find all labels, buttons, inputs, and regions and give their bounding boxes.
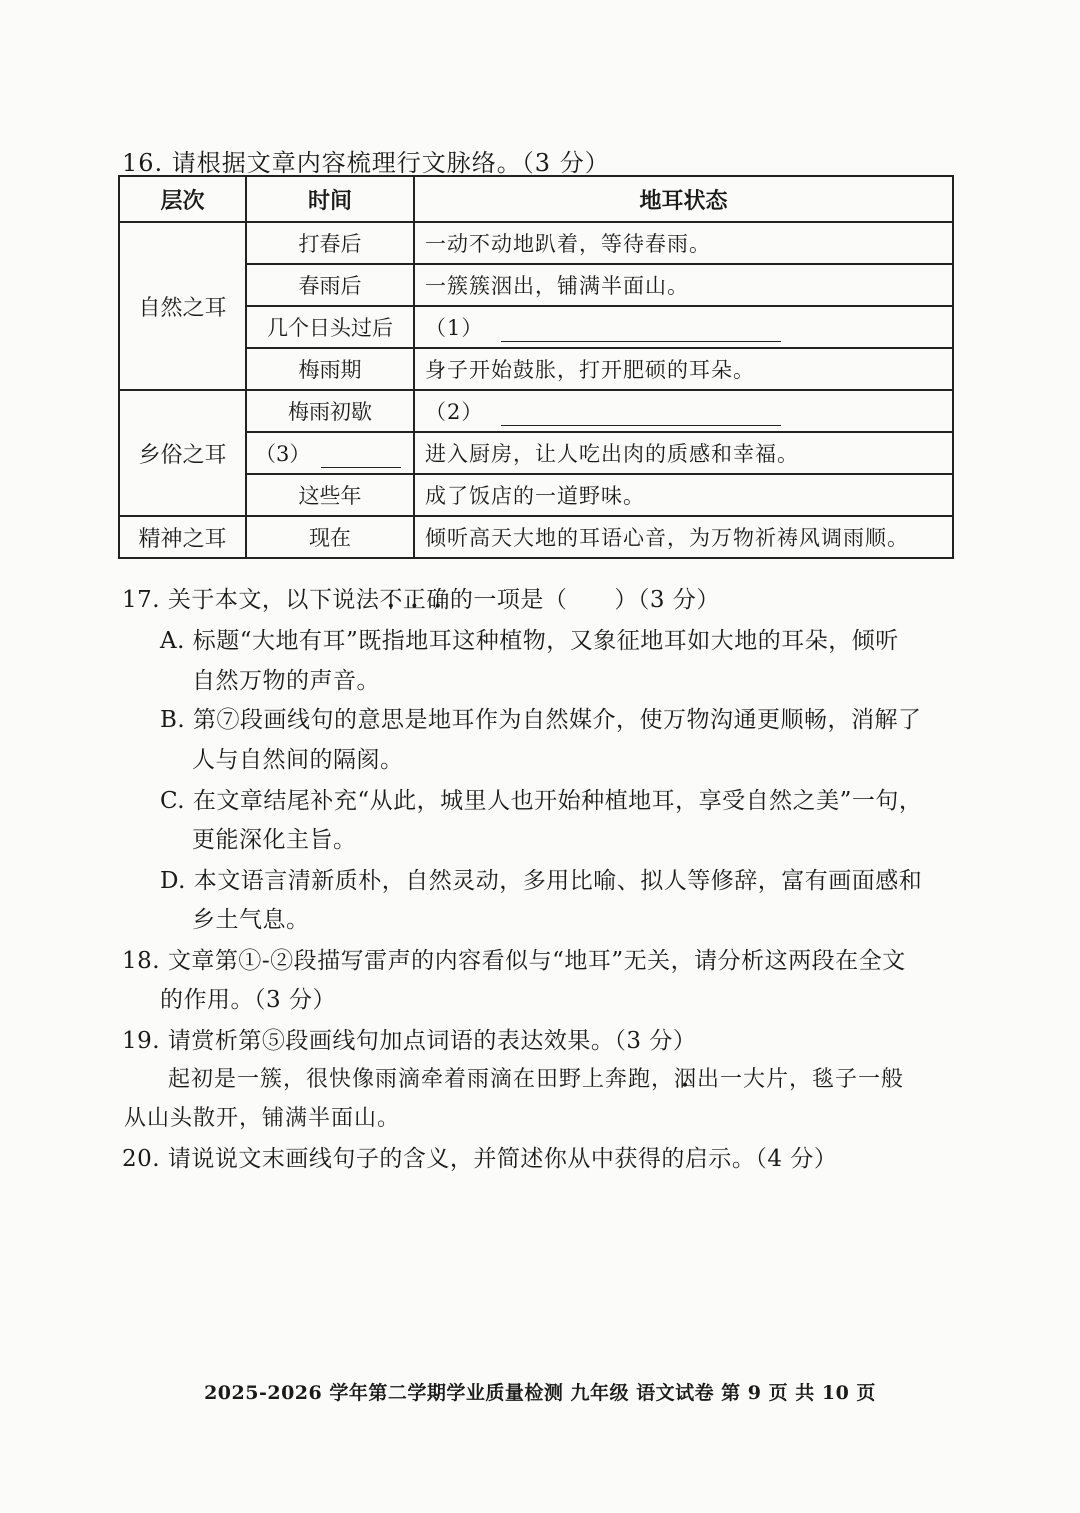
- header-layer: 层次: [119, 176, 246, 222]
- time-cell: 这些年: [246, 474, 414, 516]
- state-cell-blank-1[interactable]: [414, 306, 953, 348]
- option-b-line2: 人与自然间的隔阂。: [192, 747, 404, 773]
- blank-2-label: （2）: [425, 400, 484, 424]
- state-cell: 一簇簇洇出，铺满半面山。: [414, 264, 953, 306]
- blank-3-label: （3）: [255, 442, 311, 466]
- layer-folk: 乡俗之耳: [119, 390, 246, 516]
- blank-1-label: （1）: [425, 316, 484, 340]
- state-cell-blank-2[interactable]: [414, 390, 953, 432]
- question-20-stem: 20. 请说说文末画线句子的含义，并简述你从中获得的启示。（4 分）: [122, 1146, 838, 1172]
- question-19-stem: 19. 请赏析第⑤段画线句加点词语的表达效果。（3 分）: [122, 1028, 697, 1054]
- header-state: 地耳状态: [414, 176, 953, 222]
- option-c-line2: 更能深化主旨。: [192, 827, 357, 853]
- table-row: [119, 222, 953, 264]
- option-d-line2: 乡土气息。: [192, 907, 310, 933]
- state-cell: 一动不动地趴着，等待春雨。: [414, 222, 953, 264]
- state-cell: 身子开始鼓胀，打开肥硕的耳朵。: [414, 348, 953, 390]
- option-a-line2: 自然万物的声音。: [192, 668, 380, 694]
- answer-line-1[interactable]: [501, 321, 781, 342]
- q17-stem-part: 的一项是（ ）（3 分）: [449, 587, 720, 613]
- question-16-title: 16. 请根据文章内容梳理行文脉络。（3 分）: [122, 149, 610, 177]
- option-a-line1[interactable]: A. 标题“大地有耳”既指地耳这种植物，又象征地耳如大地的耳朵，倾听: [160, 628, 899, 654]
- layer-spirit: 精神之耳: [119, 516, 246, 558]
- question-19-quote-line2: 从山头散开，铺满半面山。: [124, 1106, 401, 1131]
- flow-table: [118, 175, 954, 559]
- state-cell: 进入厨房，让人吃出肉的质感和幸福。: [414, 432, 953, 474]
- option-d-line1[interactable]: D. 本文语言清新质朴，自然灵动，多用比喻、拟人等修辞，富有画面感和: [160, 868, 923, 894]
- quote-part: 出一大片，毯子一般: [697, 1067, 905, 1092]
- q17-dotted-char: 确: [426, 587, 450, 613]
- question-18-line2: 的作用。（3 分）: [160, 987, 336, 1013]
- state-cell: 倾听高天大地的耳语心音，为万物祈祷风调雨顺。: [414, 516, 953, 558]
- time-cell: 打春后: [246, 222, 414, 264]
- quote-dotted-word: 洇: [674, 1067, 698, 1092]
- question-18-line1: 18. 文章第①-②段描写雷声的内容看似与“地耳”无关，请分析这两段在全文: [122, 948, 906, 974]
- q17-dotted-char: 不: [379, 587, 403, 613]
- quote-part: 起初是一簇，很快像雨滴牵着雨滴在田野上奔跑，: [168, 1067, 675, 1092]
- answer-line-3[interactable]: [321, 447, 401, 468]
- answer-line-2[interactable]: [501, 405, 781, 426]
- time-cell: 现在: [246, 516, 414, 558]
- q17-stem-part: 17. 关于本文，以下说法: [122, 587, 380, 613]
- question-19-quote-line1: [168, 1060, 904, 1100]
- option-b-line1[interactable]: B. 第⑦段画线句的意思是地耳作为自然媒介，使万物沟通更顺畅，消解了: [160, 707, 922, 733]
- time-cell: 春雨后: [246, 264, 414, 306]
- time-cell: 梅雨期: [246, 348, 414, 390]
- q17-dotted-char: 正: [402, 587, 427, 613]
- state-cell: 成了饭店的一道野味。: [414, 474, 953, 516]
- time-cell: 梅雨初歇: [246, 390, 414, 432]
- table-row: [119, 390, 953, 432]
- table-header-row: [119, 176, 953, 222]
- question-17-stem: [122, 580, 720, 620]
- page-footer: 2025-2026 学年第二学期学业质量检测 九年级 语文试卷 第 9 页 共 10 页: [204, 1382, 876, 1404]
- layer-natural: 自然之耳: [119, 222, 246, 390]
- table-row: [119, 516, 953, 558]
- header-time: 时间: [246, 176, 414, 222]
- time-cell-blank-3[interactable]: [246, 432, 414, 474]
- option-c-line1[interactable]: C. 在文章结尾补充“从此，城里人也开始种植地耳，享受自然之美”一句，: [160, 788, 923, 814]
- time-cell: 几个日头过后: [246, 306, 414, 348]
